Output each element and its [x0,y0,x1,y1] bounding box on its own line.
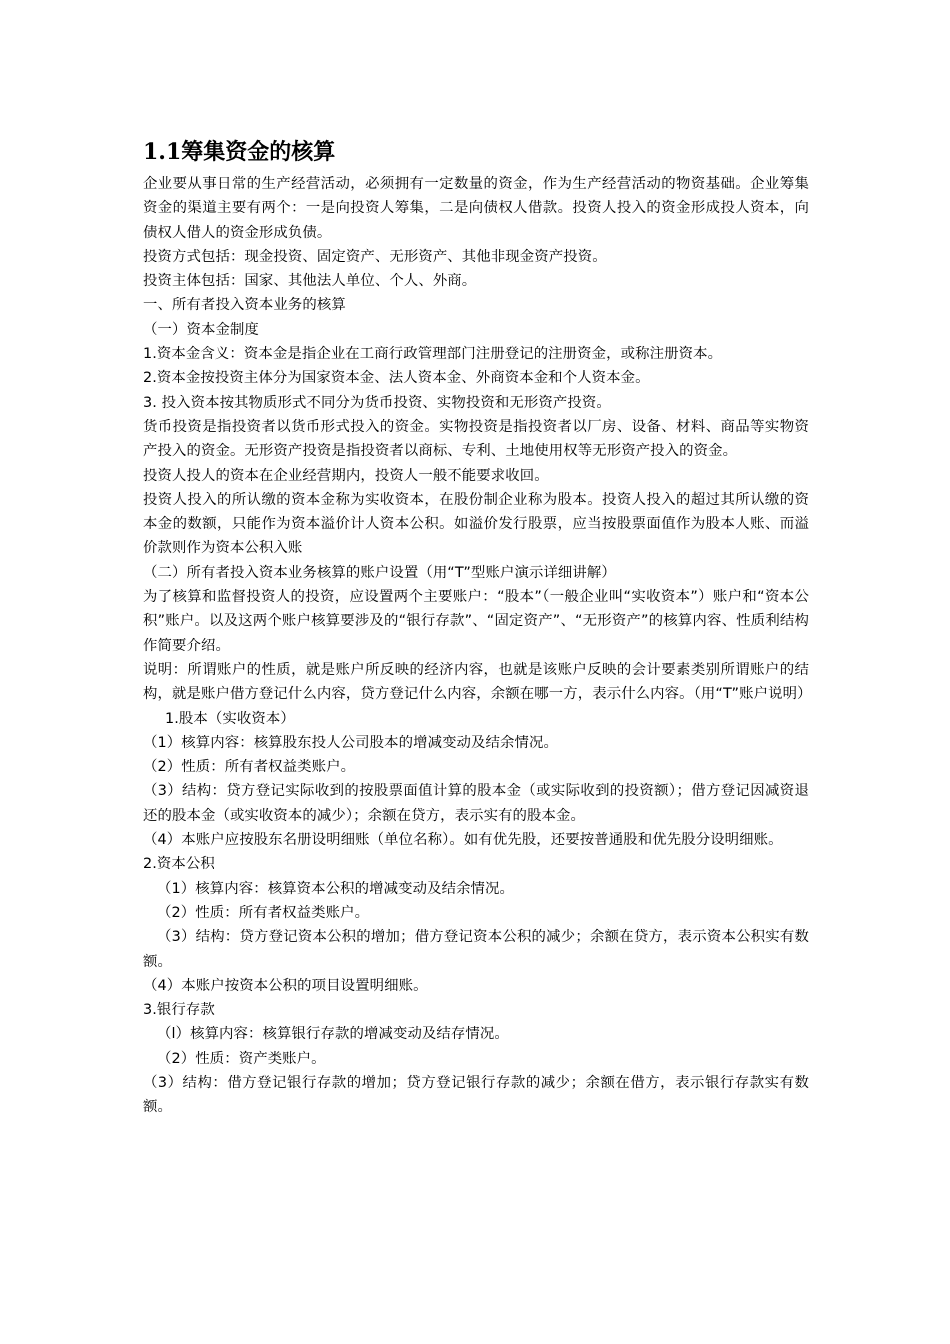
paragraph-capital-classification: 2.资本金按投资主体分为国家资本金、法人资本金、外商资本金和个人资本金。 [143,370,650,387]
item-bank-deposit-nature: （2）性质：资产类账户。 [157,1050,326,1067]
item-share-capital-ledger: （4）本账户应按股东名册设明细账（单位名称）。如有优先股，还要按普通股和优先股分设明细账。 [143,832,783,849]
heading-owner-capital: 一、所有者投入资本业务的核算 [143,297,346,314]
paragraph-paid-in-capital: 投资人投入的所认缴的资本金称为实收资本，在股份制企业称为股本。投资人投入的超过其所认缴的资本金的数额，只能作为资本溢价计人资本公积。如溢价发行股票，应当按股票面值作为股本人账、而溢价款则作为资本公积入账 [143,491,809,557]
item-share-capital-structure: （3）结构：贷方登记实际收到的按股票面值计算的股本金（或实际收到的投资额）；借方登记因减资退还的股本金（或实收资本的减少）；余额在贷方，表示实有的股本金。 [143,783,809,824]
item-bank-deposit-structure: （3）结构：借方登记银行存款的增加；贷方登记银行存款的减少；余额在借方，表示银行存款实有数额。 [143,1074,809,1116]
item-share-capital-nature: （2）性质：所有者权益类账户。 [143,759,356,776]
paragraph-investment-types: 货币投资是指投资者以货币形式投入的资金。实物投资是指投资者以厂房、设备、材料、商品等实物资产投入的资金。无形资产投资是指投资者以商标、专利、土地使用权等无形资产投入的资金。 [143,418,809,460]
paragraph-intro: 企业要从事日常的生产经营活动，必须拥有一定数量的资金，作为生产经营活动的物资基础。企业筹集资金的渠道主要有两个：一是向投资人筹集，二是向债权人借款。投资人投入的资金形成投人资本，向债权人借人的资金形成负债。 [143,176,809,241]
paragraph-investment-subjects: 投资主体包括：国家、其他法人单位、个人、外商。 [143,273,477,290]
heading-capital-system: （一）资本金制度 [143,321,259,338]
item-share-capital-content: （1）核算内容：核算股东投人公司股本的增减变动及结余情况。 [143,734,558,751]
heading-account-setup: （二）所有者投入资本业务核算的账户设置（用“T”型账户演示详细讲解） [143,564,616,581]
section-title: 1.1筹集资金的核算 [143,139,336,165]
item-capital-reserve-structure: （3）结构：贷方登记资本公积的增加；借方登记资本公积的减少；余额在贷方，表示资本公积实有数额。 [143,929,809,970]
item-bank-deposit-content: （l）核算内容：核算银行存款的增减变动及结存情况。 [157,1026,509,1043]
paragraph-capital-definition: 1.资本金含义：资本金是指企业在工商行政管理部门注册登记的注册资金，或称注册资本。 [143,346,723,363]
item-capital-reserve-content: （1）核算内容：核算资本公积的增减变动及结余情况。 [157,880,515,897]
paragraph-capital-forms: 3. 投入资本按其物质形式不同分为货币投资、实物投资和无形资产投资。 [143,394,611,411]
paragraph-main-accounts: 为了核算和监督投资人的投资，应设置两个主要账户：“股本”（一般企业叫“实收资本”）账户和“资本公积”账户。以及这两个账户核算要涉及的“银行存款”、“固定资产”、“无形资产”的核算内容、性质利结构作简要介绍。 [143,589,809,654]
heading-capital-reserve: 2.资本公积 [143,856,215,873]
paragraph-investment-methods: 投资方式包括：现金投资、固定资产、无形资产、其他非现金资产投资。 [143,248,607,265]
heading-share-capital: 1.股本（实收资本） [165,710,295,727]
item-capital-reserve-ledger: （4）本账户按资本公积的项目设置明细账。 [143,977,428,994]
document-body [143,136,812,1120]
item-capital-reserve-nature: （2）性质：所有者权益类账户。 [157,904,370,921]
heading-bank-deposit: 3.银行存款 [143,1002,215,1019]
paragraph-account-nature: 说明：所谓账户的性质，就是账户所反映的经济内容，也就是该账户反映的会计要素类别所谓账户的结构，就是账户借方登记什么内容，贷方登记什么内容，余额在哪一方，表示什么内容。（用“T”账户说明） [143,661,812,703]
paragraph-no-withdrawal: 投资人投人的资本在企业经营期内，投资人一般不能要求收回。 [143,467,549,484]
